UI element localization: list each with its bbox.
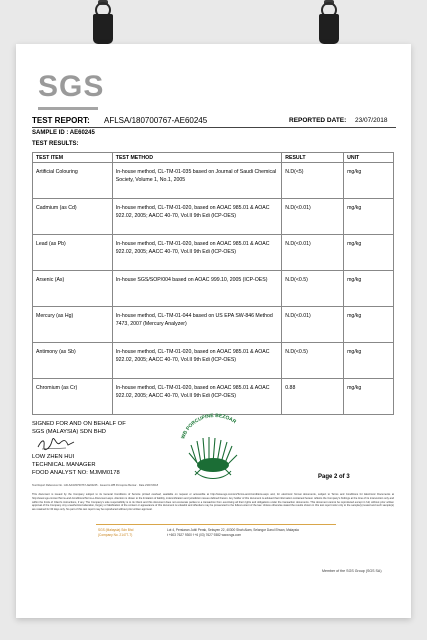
table-header-row xyxy=(33,153,394,163)
legal-disclaimer: This document is issued by the Company subject to its General Conditions of Service printed overleaf, available on request or accessible at http://www.sgs.com/en/Terms-and-Conditions.aspx and, for electronic format documents, subject to Terms and Conditions for Electronic Documents at http://www.sgs.com/en/Terms-and-Conditions/Terms-e-Document.aspx. Attention is drawn to the limitation of liability, indemnification and jurisdiction issues defined therein. Any holder of this document is advised that information contained hereon reflects the Company's findings at the time of its intervention only and within the limits of Client's instructions, if any. The Company's sole responsibility is to its Client and this document does not exonerate parties to a transaction from exercising all their rights and obligations under the transaction documents. This document cannot be reproduced except in full, without prior written approval of the Company. Any unauthorized alteration, forgery or falsification of the content or appearance of this document is unlawful and offenders may be prosecuted to the fullest extent of the law. Unless otherwise stated the results shown in this test report refer only to the sample(s) tested and such sample(s) are retained for 30 days only. No part of this test report may be reproduced without prior written approval. xyxy=(32,493,394,511)
table-row xyxy=(33,307,394,343)
table-row xyxy=(33,199,394,235)
table-row xyxy=(33,379,394,415)
header-divider xyxy=(32,127,396,128)
table-row xyxy=(33,343,394,379)
test-item: Artificial Colouring xyxy=(33,163,113,199)
test-result: N.D(<0.5) xyxy=(282,271,344,307)
test-result: 0.88 xyxy=(282,379,344,415)
test-item: Mercury (as Hg) xyxy=(33,307,113,343)
reference-line: Test Report Reference No.: AFLSA/180700767-AE60245 · Issued to WB Porcupine Bezoar · Date 23/07/2018 xyxy=(32,484,159,487)
test-result: N.D(<5) xyxy=(282,163,344,199)
test-method: In-house method, CL-TM-01-020, based on AOAC 985.01 & AOAC 922.02, 2005; AACC 40-70, Vol.II 9th Edi (ICP-OES) xyxy=(112,343,281,379)
signatory-title: TECHNICAL MANAGER xyxy=(32,461,96,468)
test-method: In-house method, CL-TM-01-044 based on US EPA SW-846 Method 7473, 2007 (Mercury Analyzer) xyxy=(112,307,281,343)
binder-clip-right-icon xyxy=(316,0,342,46)
column-header: RESULT xyxy=(282,153,344,163)
porcupine-stamp-logo-icon xyxy=(169,411,261,483)
page-number: Page 2 of 3 xyxy=(318,474,350,480)
company-name: SGS (MALAYSIA) SDN BHD xyxy=(32,428,106,435)
test-item: Chromium (as Cr) xyxy=(33,379,113,415)
test-result: N.D(<0.01) xyxy=(282,235,344,271)
test-unit: mg/kg xyxy=(344,199,394,235)
test-result: N.D(<0.01) xyxy=(282,307,344,343)
table-row xyxy=(33,271,394,307)
column-header: TEST METHOD xyxy=(112,153,281,163)
test-item: Arsenic (As) xyxy=(33,271,113,307)
results-table xyxy=(32,152,394,415)
signatory-name: LOW ZHEN HUI xyxy=(32,454,75,460)
test-item: Antimony (as Sb) xyxy=(33,343,113,379)
test-method: In-house method, CL-TM-01-035 based on Journal of Saudi Chemical Society, Volume 1, No.1, 2005 xyxy=(112,163,281,199)
test-method: In-house method, CL-TM-01-020, based on AOAC 985.01 & AOAC 922.02, 2005; AACC 40-70, Vol.II 9th Edi (ICP-OES) xyxy=(112,379,281,415)
binder-clip-left-icon xyxy=(90,0,116,46)
table-row xyxy=(33,163,394,199)
test-unit: mg/kg xyxy=(344,379,394,415)
table-row xyxy=(33,235,394,271)
test-result: N.D(<0.01) xyxy=(282,199,344,235)
signature-block xyxy=(32,421,126,437)
svg-text:WB PORCUPINE BEZOAR: WB PORCUPINE BEZOAR xyxy=(180,412,238,440)
reported-date: 23/07/2018 xyxy=(355,117,388,124)
test-unit: mg/kg xyxy=(344,235,394,271)
column-header: UNIT xyxy=(344,153,394,163)
signatory-details xyxy=(32,454,120,477)
test-unit: mg/kg xyxy=(344,271,394,307)
sgs-group-member: Member of the SGS Group (SGS SA) xyxy=(322,569,382,573)
test-report-label: TEST REPORT: xyxy=(32,116,90,125)
footer-address: Lot 4, Persiaran Jubli Perak, Seksyen 22, 40300 Shah Alam, Selangor Darul Ehsan, Malaysia t +603 7627 9300 f +6 (03) 7627 9382 www.sgs.com xyxy=(167,528,299,537)
sgs-logo: SGS xyxy=(38,66,98,108)
test-method: In-house SGS/SOP/004 based on AOAC 999.10, 2005 (ICP-OES) xyxy=(112,271,281,307)
footer-company: SGS (Malaysia) Sdn Bhd (Company No. 21477-T) xyxy=(98,528,134,537)
test-unit: mg/kg xyxy=(344,343,394,379)
column-header: TEST ITEM xyxy=(33,153,113,163)
test-method: In-house method, CL-TM-01-020, based on AOAC 985.01 & AOAC 922.02, 2005; AACC 40-70, Vol.II 9th Edi (ICP-OES) xyxy=(112,235,281,271)
test-item: Cadmium (as Cd) xyxy=(33,199,113,235)
sample-id: SAMPLE ID : AE60245 xyxy=(32,130,95,136)
footer-divider xyxy=(96,524,336,525)
report-page xyxy=(16,44,411,618)
test-item: Lead (as Pb) xyxy=(33,235,113,271)
test-unit: mg/kg xyxy=(344,307,394,343)
reported-date-label: REPORTED DATE: xyxy=(289,117,347,124)
test-report-number: AFLSA/180700767-AE60245 xyxy=(104,116,208,125)
test-unit: mg/kg xyxy=(344,163,394,199)
test-results-label: TEST RESULTS: xyxy=(32,141,79,147)
test-result: N.D(<0.5) xyxy=(282,343,344,379)
signed-for-line: SIGNED FOR AND ON BEHALF OF xyxy=(32,421,126,427)
test-method: In-house method, CL-TM-01-020, based on AOAC 985.01 & AOAC 922.02, 2005; AACC 40-70, Vol.II 9th Edi (ICP-OES) xyxy=(112,199,281,235)
analyst-number: FOOD ANALYST NO: MJMM0178 xyxy=(32,469,120,476)
handwritten-signature-icon xyxy=(36,437,76,451)
